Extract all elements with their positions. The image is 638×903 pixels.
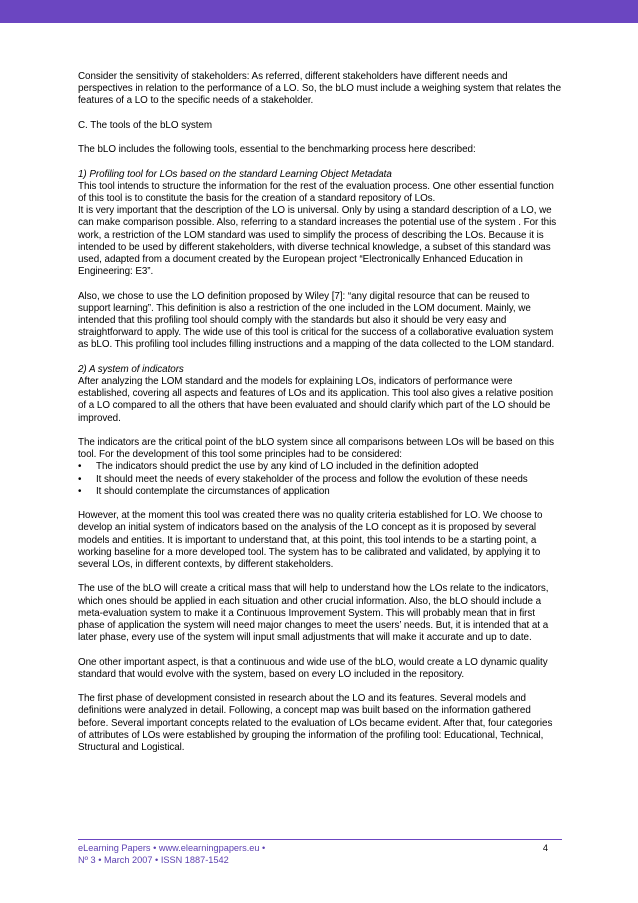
list-item-text: The indicators should predict the use by any kind of LO included in the definition adopted <box>96 461 479 473</box>
indicators-paragraph-1: After analyzing the LOM standard and the models for explaining LOs, indicators of performance were established, covering all aspects and features of LOs and its application. This tool also gives a relative position of a LO compared to all the others that have been evaluated and should clarify which part of the LO should be improved. <box>78 376 554 424</box>
list-item <box>78 486 562 498</box>
footer-issue-line: Nº 3 • March 2007 • ISSN 1887-1542 <box>78 854 229 865</box>
subheading-profiling-tool: 1) Profiling tool for LOs based on the standard Learning Object Metadata <box>78 168 392 180</box>
list-item-text: It should meet the needs of every stakeholder of the process and follow the evolution of these needs <box>96 473 528 485</box>
bullet-icon: • <box>78 461 82 473</box>
sensitivity-text: As referred, different stakeholders have different needs and perspectives in relation to the performance of a LO. So, the bLO must include a weighing system that relates the features of a LO to the specific needs of a stakeholder. <box>78 71 562 107</box>
page-body <box>78 71 562 766</box>
profiling-paragraph-1: This tool intends to structure the information for the rest of the evaluation process. One other essential function of this tool is to constitute the basis for the creation of a standard repository of LOs. <box>78 180 554 204</box>
sensitivity-lead: Consider the sensitivity of stakeholders: <box>78 71 250 82</box>
sensitivity-paragraph <box>78 71 562 108</box>
subheading-indicators: 2) A system of indicators <box>78 363 184 375</box>
footer-publication-line: eLearning Papers • www.elearningpapers.eu • <box>78 843 266 853</box>
list-item-text: It should contemplate the circumstances of application <box>96 485 330 497</box>
list-item <box>78 461 562 473</box>
profiling-paragraph-2: It is very important that the description of the LO is universal. Only by using a standard description of a LO, we can make comparison possible. Also, referring to a standard increases the potential use of the system . For this work, a restriction of the LOM standard was used to simplify the process of describing the LOs. Because it is intended to be used by different stakeholders, with diverse technical knowledge, a subset of this standard was used, adapted from a document created by the European project “Electronically Enhanced Education in Engineering: E3”. <box>78 205 557 278</box>
profiling-paragraph-3: Also, we chose to use the LO definition proposed by Wiley [7]: “any digital resource that can be reused to support learning”. This definition is also a restriction of the one included in the LOM document. Mainly, we intended that this profiling tool should comply with the standards but also it should be very easy and straightforward to apply. The wide use of this tool is critical for the success of a collaborative evaluation system as bLO. This profiling tool includes filling instructions and a mapping of the data collected to the LOM standard. <box>78 290 555 351</box>
footer-divider <box>78 839 562 840</box>
list-item <box>78 474 562 486</box>
tools-intro: The bLO includes the following tools, essential to the benchmarking process here described: <box>78 144 476 156</box>
page-footer <box>78 843 562 866</box>
indicators-paragraph-6: The first phase of development consisted in research about the LO and its features. Several models and definitions were analyzed in detail. Following, a concept map was built based on the information gathered before. Several important concepts related to the evaluation of LOs became evident. After that, four categories of attributes of LOs were established by grouping the information of the profiling tool: Educational, Technical, Structural and Logistical. <box>78 693 553 754</box>
header-bar <box>0 0 638 23</box>
page-number: 4 <box>542 843 548 853</box>
indicators-paragraph-5: One other important aspect, is that a continuous and wide use of the bLO, would create a LO dynamic quality standard that would evolve with the system, based on every LO included in the repository. <box>78 656 548 680</box>
indicators-paragraph-2: The indicators are the critical point of the bLO system since all comparisons between LOs will be based on this tool. For the development of this tool some principles had to be considered: <box>78 437 554 461</box>
bullet-icon: • <box>78 473 82 485</box>
bullet-icon: • <box>78 485 82 497</box>
principles-list <box>78 461 562 498</box>
section-heading-tools: C. The tools of the bLO system <box>78 119 213 131</box>
indicators-paragraph-3: However, at the moment this tool was created there was no quality criteria established for LO. We choose to develop an initial system of indicators based on the analysis of the LO concept as it is proposed by several models and entities. It is important to understand that, at this point, this tool intends to be a starting point, a working baseline for a more developed tool. The system has to be calibrated and validated, by applying it to several LOs, in different contexts, by different stakeholders. <box>78 510 543 571</box>
indicators-paragraph-4: The use of the bLO will create a critical mass that will help to understand how the LOs relate to the indicators, which ones should be applied in each situation and other crucial information. Also, the bLO should include a meta-evaluation system to make it a Continuous Improvement System. This will probably mean that in first phase of application the system will need major changes to meet the users’ needs. But, it is intended that at a later phase, every use of the system will input small adjustments that will make it accurate and up to date. <box>78 583 549 644</box>
